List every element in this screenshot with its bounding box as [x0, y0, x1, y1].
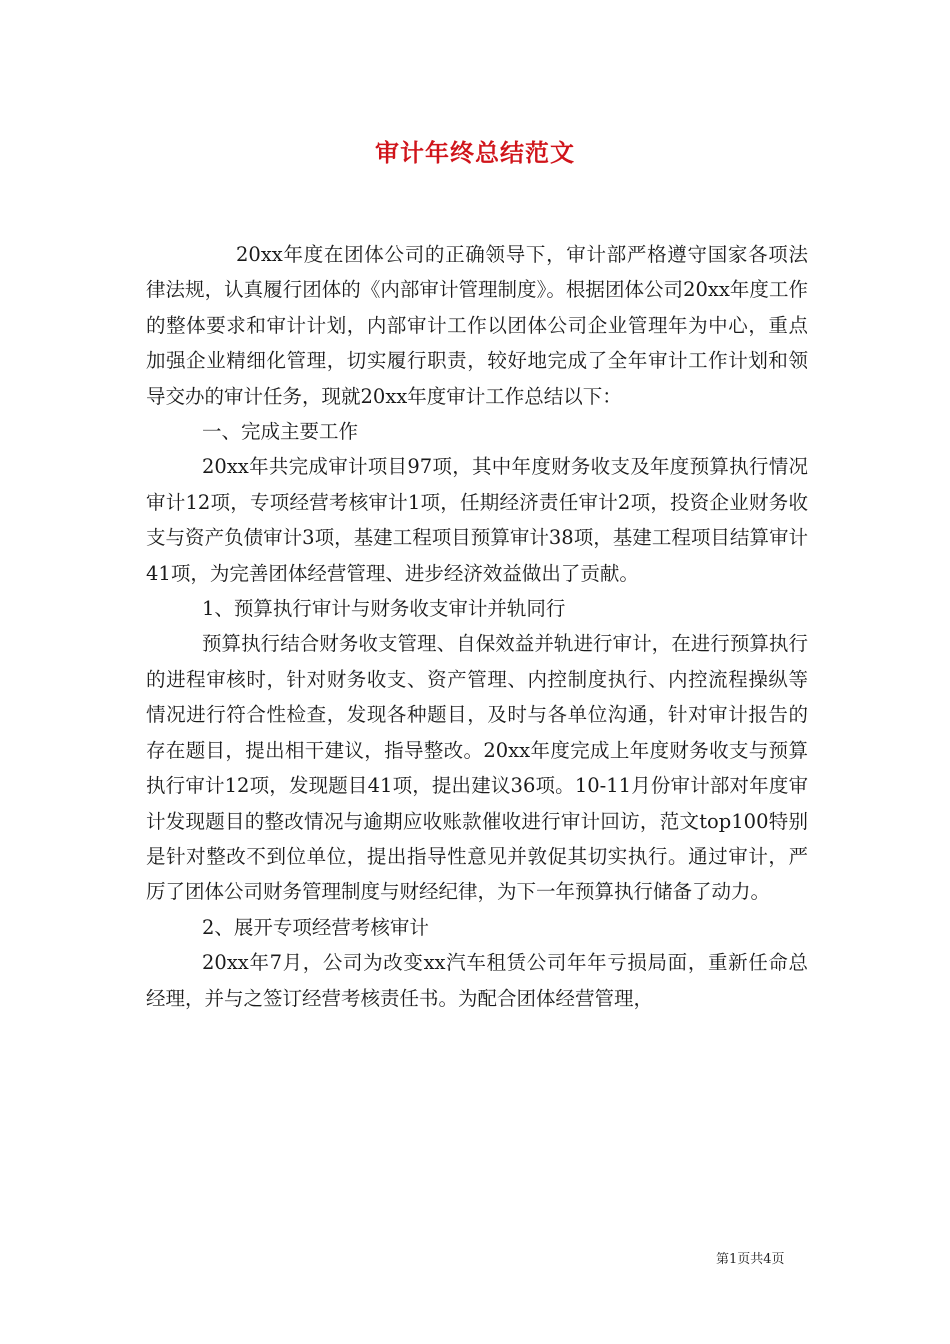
heading-special-audit: 2、展开专项经营考核审计: [202, 915, 429, 939]
paragraph-project-summary: 20xx年共完成审计项目97项，其中年度财务收支及年度预算执行情况审计12项，专项经营考核审计1项，任期经济责任审计2项，投资企业财务收支与资产负债审计3项，基建工程项目预算审计38项，基建工程项目结算审计41项，为完善团体经营管理、进步经济效益做出了贡献。: [146, 455, 808, 585]
document-body: [146, 237, 808, 1016]
heading-budget-audit: 1、预算执行审计与财务收支审计并轨同行: [202, 597, 566, 621]
page-number: 第1页共4页: [716, 1252, 785, 1267]
paragraph-intro: 20xx年度在团体公司的正确领导下，审计部严格遵守国家各项法律法规，认真履行团体的《内部审计管理制度》。根据团体公司20xx年度工作的整体要求和审计计划，内部审计工作以团体公司企业管理年为中心，重点加强企业精细化管理，切实履行职责，较好地完成了全年审计工作计划和领导交办的审计任务，现就20xx年度审计工作总结以下：: [146, 243, 808, 408]
heading-main-work: 一、完成主要工作: [202, 420, 359, 444]
paragraph-special-audit: 20xx年7月，公司为改变xx汽车租赁公司年年亏损局面，重新任命总经理，并与之签订经营考核责任书。为配合团体经营管理，: [146, 951, 808, 1010]
document-title: 审计年终总结范文: [375, 139, 575, 167]
paragraph-budget-audit: 预算执行结合财务收支管理、自保效益并轨进行审计，在进行预算执行的进程审核时，针对财务收支、资产管理、内控制度执行、内控流程操纵等情况进行符合性检查，发现各种题目，及时与各单位沟通，针对审计报告的存在题目，提出相干建议，指导整改。20xx年度完成上年度财务收支与预算执行审计12项，发现题目41项，提出建议36项。10-11月份审计部对年度审计发现题目的整改情况与逾期应收账款催收进行审计回访，范文top100特别是针对整改不到位单位，提出指导性意见并敦促其切实执行。通过审计，严厉了团体公司财务管理制度与财经纪律，为下一年预算执行储备了动力。: [146, 632, 808, 904]
